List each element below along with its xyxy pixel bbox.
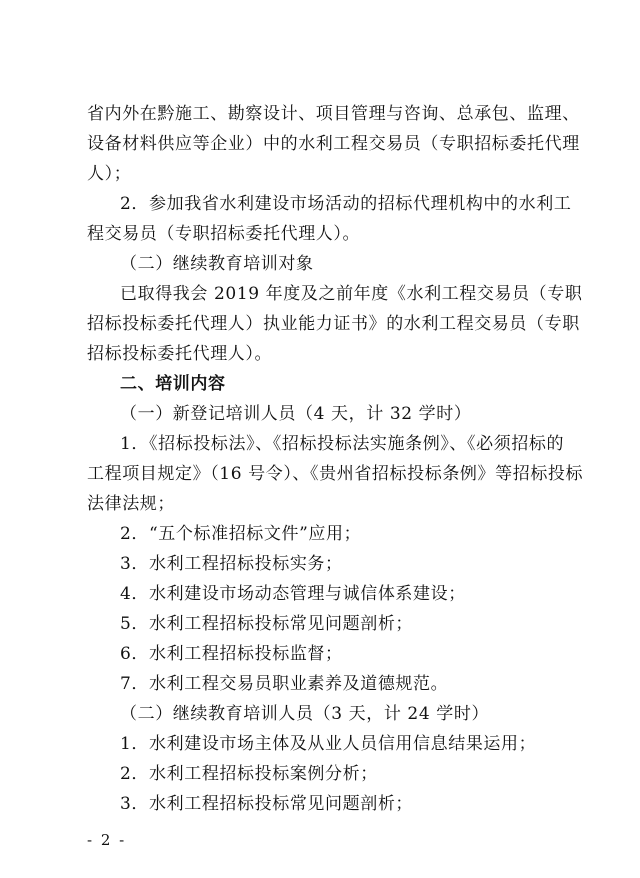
list-item-line: 1．《招标投标法》、《招标投标法实施条例》、《必须招标的 [120, 434, 565, 454]
paragraph-line: 人）； [87, 164, 132, 184]
paragraph-line: 设备材料供应等企业）中的水利工程交易员（专职招标委托代理 [87, 134, 580, 154]
list-item-line: 工程项目规定》（16 号令）、《贵州省招标投标条例》等招标投标 [87, 464, 584, 484]
list-item: 6．水利工程招标投标监督； [120, 644, 343, 664]
paragraph-line: 已取得我会 2019 年度及之前年度《水利工程交易员（专职 [120, 284, 583, 304]
paragraph-line: 招标投标委托代理人）执业能力证书》的水利工程交易员（专职 [87, 314, 580, 334]
page-number: - 2 - [87, 831, 127, 849]
list-item: 2．“五个标准招标文件”应用； [120, 524, 362, 544]
paragraph-line: 省内外在黔施工、勘察设计、项目管理与咨询、总承包、监理、 [87, 104, 580, 124]
list-item: 3．水利工程招标投标常见问题剖析； [120, 794, 414, 814]
paragraph-line: 招标投标委托代理人）。 [87, 344, 273, 364]
subsection-heading: （二）继续教育培训人员（3 天，计 24 学时） [120, 704, 490, 724]
list-item: 5．水利工程招标投标常见问题剖析； [120, 614, 414, 634]
subsection-heading: （一）新登记培训人员（4 天，计 32 学时） [120, 404, 472, 424]
list-item: 3．水利工程招标投标实务； [120, 554, 343, 574]
subsection-heading: （二）继续教育培训对象 [120, 254, 314, 274]
list-item: 7．水利工程交易员职业素养及道德规范。 [120, 674, 449, 694]
list-item: 1．水利建设市场主体及从业人员信用信息结果运用； [120, 734, 537, 754]
paragraph-line: 程交易员（专职招标委托代理人）。 [87, 224, 361, 244]
list-item: 2．水利工程招标投标案例分析； [120, 764, 378, 784]
list-item: 4．水利建设市场动态管理与诚信体系建设； [120, 584, 466, 604]
section-heading: 二、培训内容 [120, 374, 226, 394]
list-item-line: 法律法规； [87, 494, 175, 514]
paragraph-line: 2．参加我省水利建设市场活动的招标代理机构中的水利工 [120, 194, 572, 214]
